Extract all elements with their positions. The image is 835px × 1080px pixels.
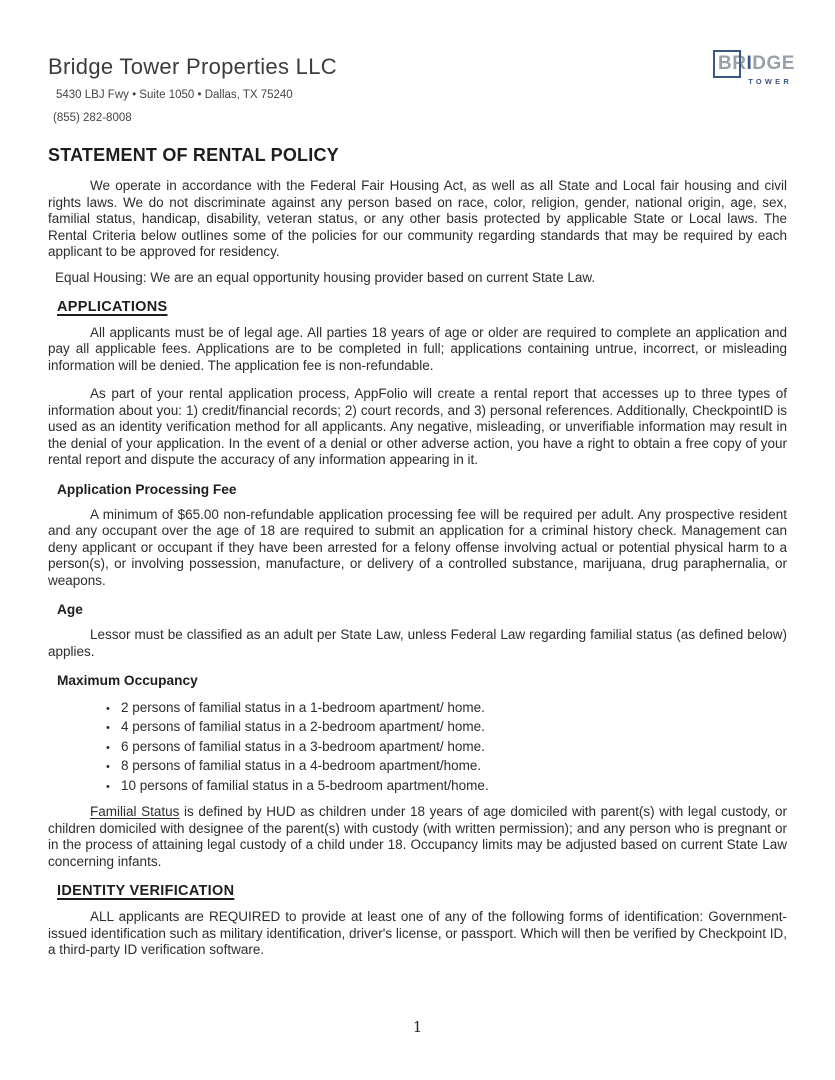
logo-square-frame-icon (713, 50, 741, 78)
subheading-application-processing-fee: Application Processing Fee (57, 481, 237, 497)
company-name: Bridge Tower Properties LLC (48, 54, 337, 79)
occupancy-bullet-list (48, 698, 787, 795)
company-phone: (855) 282-8008 (53, 112, 132, 124)
page-number: 1 (412, 1020, 423, 1036)
occupancy-item-5-bedroom: • 10 persons of familial status in a 5-bedroom apartment/home. (105, 776, 787, 795)
applications-paragraph-2: As part of your rental application process, AppFolio will create a rental report that accesses up to three types of information about you: 1) credit/financial records; 2) court records, and 3) personal references. Additionally, CheckpointID is used as an identity verification method for all applicants. Any negative, misleading, or unverifiable information may result in the denial of your application. In the event of a denial or other adverse action, you have a right to obtain a free copy of your rental report and dispute the accuracy of any information appearing in it. (48, 386, 787, 467)
familial-status-term: Familial Status (90, 804, 180, 820)
intro-paragraph: We operate in accordance with the Federal Fair Housing Act, as well as all State and Local fair housing and civil rights laws. We do not discriminate against any person based on race, color, religion, gender, national origin, age, sex, familial status, handicap, disability, veteran status, or any other basis protected by applicable State or Local laws. The Rental Criteria below outlines some of the policies for our community regarding standards that may be required by each applicant to be approved for residency. (48, 178, 787, 259)
company-address: 5430 LBJ Fwy • Suite 1050 • Dallas, TX 75240 (56, 89, 293, 101)
subheading-age: Age (57, 602, 83, 617)
logo-text-i: I (746, 53, 753, 74)
occupancy-item-2-bedroom: • 4 persons of familial status in a 2-bedroom apartment/ home. (105, 717, 787, 736)
familial-status-paragraph (48, 804, 787, 870)
subheading-maximum-occupancy: Maximum Occupancy (57, 673, 198, 688)
applications-paragraph-1: All applicants must be of legal age. All parties 18 years of age or older are required to complete an application and pay all applicable fees. Applications are to be completed in full; applications containing untrue, incorrect, or misleading information will be denied. The application fee is non-refundable. (48, 324, 787, 373)
bridge-tower-logo (713, 50, 793, 86)
occupancy-item-3-bedroom: • 6 persons of familial status in a 3-bedroom apartment/ home. (105, 737, 787, 756)
document-title: STATEMENT OF RENTAL POLICY (48, 145, 339, 165)
occupancy-item-4-bedroom: • 8 persons of familial status in a 4-bedroom apartment/home. (105, 756, 787, 775)
age-paragraph: Lessor must be classified as an adult per State Law, unless Federal Law regarding familial status (as defined below) applies. (48, 627, 787, 659)
section-heading-identity-verification: IDENTITY VERIFICATION (57, 883, 235, 900)
familial-status-definition: is defined by HUD as children under 18 years of age domiciled with parent(s) with legal custody, or children domiciled with designee of the parent(s) with custody (with written permission); and any person who is pregnant or in the process of attaining legal custody of a child under 18. Occupancy limits may be adjusted based on current State Law concerning infants. (48, 804, 787, 869)
logo-text-br: BR (718, 53, 747, 74)
logo-subtext-tower: TOWER (748, 77, 792, 86)
occupancy-item-1-bedroom: • 2 persons of familial status in a 1-bedroom apartment/ home. (105, 698, 787, 717)
processing-fee-paragraph: A minimum of $65.00 non-refundable application processing fee will be required per adult. Any prospective resident and any occupant over the age of 18 are required to submit an application for a criminal history check. Management can deny applicant or occupant if they have been arrested for a felony offense involving actual or potential physical harm to a person(s), or involving possession, manufacture, or delivery of a controlled substance, marijuana, drug paraphernalia, or weapons. (48, 506, 787, 588)
logo-wordmark (713, 50, 793, 78)
section-heading-applications: APPLICATIONS (57, 298, 168, 315)
logo-text-dge: DGE (752, 53, 795, 74)
equal-housing-statement: Equal Housing: We are an equal opportunity housing provider based on current State Law. (55, 269, 596, 285)
identity-verification-paragraph: ALL applicants are REQUIRED to provide at least one of any of the following forms of identification: Government-issued identification such as military identification, driver's license, or passport. Which will then be verified by Checkpoint ID, a third-party ID verification software. (48, 909, 787, 958)
